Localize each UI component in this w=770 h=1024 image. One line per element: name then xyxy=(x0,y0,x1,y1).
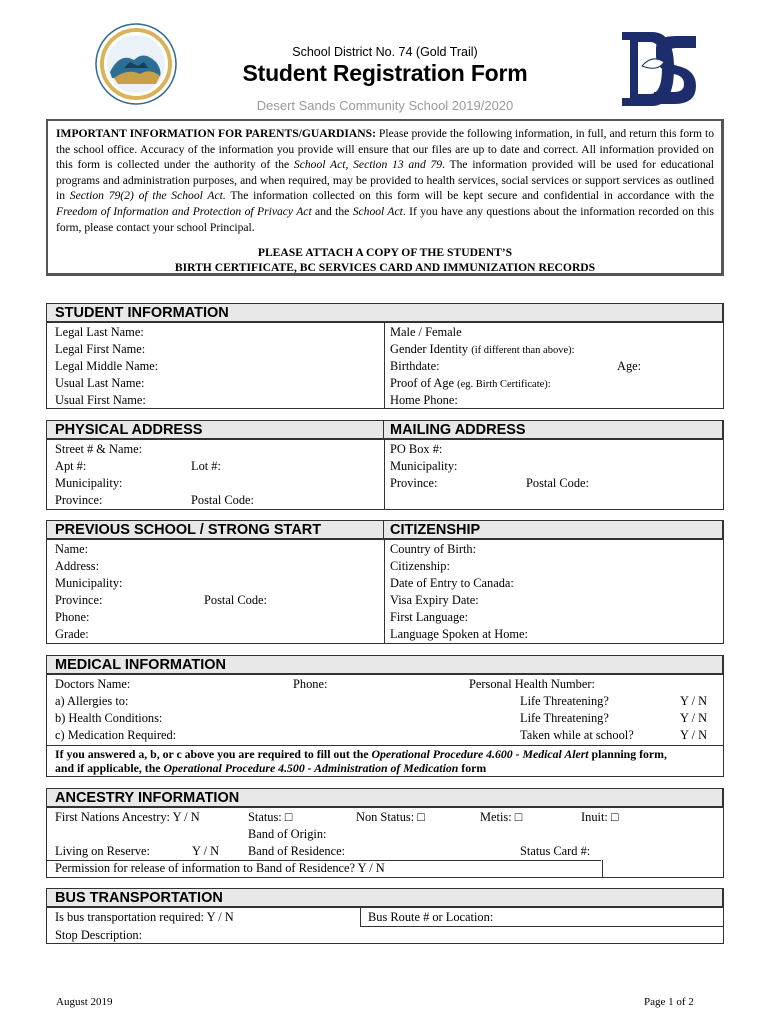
living-on-reserve-label: Living on Reserve: xyxy=(55,844,150,858)
note-b: planning form, xyxy=(588,747,667,761)
living-on-reserve-yn[interactable]: Y / N xyxy=(192,844,220,858)
prev-school-phone-field[interactable]: Phone: xyxy=(55,610,90,624)
prev-school-municipality-field[interactable]: Municipality: xyxy=(55,576,123,590)
lot-field[interactable]: Lot #: xyxy=(191,459,221,473)
health-number-field[interactable]: Personal Health Number: xyxy=(469,677,595,691)
street-field[interactable]: Street # & Name: xyxy=(55,442,143,456)
student-information-section xyxy=(46,303,724,409)
note-proc-4600: Operational Procedure 4.600 - Medical Alert xyxy=(371,747,589,761)
note-a: If you answered a, b, or c above you are required to fill out the xyxy=(55,747,372,761)
previous-school-citizenship-section xyxy=(46,520,724,644)
gender-label: Gender Identity xyxy=(390,342,469,356)
bus-transportation-section xyxy=(46,888,724,944)
legal-last-name-field[interactable]: Legal Last Name: xyxy=(55,325,144,339)
prev-school-grade-field[interactable]: Grade: xyxy=(55,627,89,641)
info-act1: School Act, Section 13 and 79 xyxy=(293,158,443,172)
mailing-municipality-field[interactable]: Municipality: xyxy=(390,459,458,473)
section-header xyxy=(46,420,724,440)
legal-first-name-field[interactable]: Legal First Name: xyxy=(55,342,146,356)
form-title: Student Registration Form xyxy=(242,60,528,86)
physical-postal-field[interactable]: Postal Code: xyxy=(191,493,254,507)
apt-field[interactable]: Apt #: xyxy=(55,459,87,473)
section-title: ANCESTRY INFORMATION xyxy=(55,790,240,806)
usual-last-name-field[interactable]: Usual Last Name: xyxy=(55,376,145,390)
gender-identity-field[interactable] xyxy=(390,341,575,358)
citizenship-title: CITIZENSHIP xyxy=(390,522,481,538)
citizenship-field[interactable]: Citizenship: xyxy=(390,559,450,573)
info-lead: IMPORTANT INFORMATION FOR PARENTS/GUARDIANS: xyxy=(56,127,376,140)
attach-notice xyxy=(56,245,714,275)
info-p3: The information collected on this form will be kept secure and confidential in accordance with the xyxy=(225,189,714,203)
band-of-origin-field[interactable]: Band of Origin: xyxy=(248,827,327,841)
non-status-checkbox[interactable]: Non Status: □ xyxy=(356,810,425,824)
entry-date-field[interactable]: Date of Entry to Canada: xyxy=(390,576,514,590)
gender-note: (if different than above): xyxy=(471,345,575,356)
info-act4: School Act xyxy=(352,204,403,218)
note-c: and if applicable, the xyxy=(55,761,164,775)
birthdate-field[interactable]: Birthdate: xyxy=(390,359,440,373)
mailing-address-title: MAILING ADDRESS xyxy=(390,422,526,438)
doctor-phone-field[interactable]: Phone: xyxy=(293,677,328,691)
section-header xyxy=(46,303,724,323)
legal-middle-name-field[interactable]: Legal Middle Name: xyxy=(55,359,159,373)
country-of-birth-field[interactable]: Country of Birth: xyxy=(390,542,477,556)
section-header xyxy=(46,888,724,908)
health-conditions-field[interactable]: b) Health Conditions: xyxy=(55,711,163,725)
attach-line-1: PLEASE ATTACH A COPY OF THE STUDENT’S xyxy=(257,246,513,260)
info-act2: Section 79(2) of the School Act. xyxy=(69,189,226,203)
section-title: STUDENT INFORMATION xyxy=(55,305,229,321)
note-d: form xyxy=(458,761,487,775)
mailing-province-field[interactable]: Province: xyxy=(390,476,438,490)
district-name: School District No. 74 (Gold Trail) xyxy=(292,45,478,59)
taken-at-school-label: Taken while at school? xyxy=(520,728,634,742)
sex-field[interactable]: Male / Female xyxy=(390,325,462,339)
note-proc-4500: Operational Procedure 4.500 - Administration of Medication xyxy=(163,761,459,775)
bus-required-field[interactable]: Is bus transportation required: Y / N xyxy=(55,910,234,924)
age-field[interactable]: Age: xyxy=(617,359,642,373)
status-checkbox[interactable]: Status: □ xyxy=(248,810,293,824)
usual-first-name-field[interactable]: Usual First Name: xyxy=(55,393,146,407)
page-number: Page 1 of 2 xyxy=(644,996,694,1008)
home-phone-field[interactable]: Home Phone: xyxy=(390,393,458,407)
status-card-field[interactable]: Status Card #: xyxy=(520,844,591,858)
prev-school-postal-field[interactable]: Postal Code: xyxy=(204,593,267,607)
important-info-text xyxy=(56,126,714,235)
prev-school-address-field[interactable]: Address: xyxy=(55,559,100,573)
section-header xyxy=(46,788,724,808)
proof-of-age-field[interactable] xyxy=(390,375,551,392)
prev-school-province-field[interactable]: Province: xyxy=(55,593,103,607)
physical-province-field[interactable]: Province: xyxy=(55,493,103,507)
condition-life-threatening-yn[interactable]: Y / N xyxy=(680,711,708,725)
po-box-field[interactable]: PO Box #: xyxy=(390,442,443,456)
info-p2: . The information provided will be used for educational programs and administration purposes, and when required, may be provided to health services, social services or support services as outlined in xyxy=(56,158,715,203)
bus-route-field[interactable]: Bus Route # or Location: xyxy=(368,910,494,924)
doctor-name-field[interactable]: Doctors Name: xyxy=(55,677,131,691)
ancestry-information-section xyxy=(46,788,724,878)
proof-note: (eg. Birth Certificate): xyxy=(457,379,551,390)
metis-checkbox[interactable]: Metis: □ xyxy=(480,810,523,824)
medical-note-line-2 xyxy=(55,760,486,777)
first-language-field[interactable]: First Language: xyxy=(390,610,469,624)
info-p4: and the xyxy=(311,204,353,218)
stop-description-field[interactable]: Stop Description: xyxy=(55,928,143,942)
footer-date: August 2019 xyxy=(56,996,113,1008)
condition-life-threatening-label: Life Threatening? xyxy=(520,711,609,725)
allergies-field[interactable]: a) Allergies to: xyxy=(55,694,129,708)
physical-address-title: PHYSICAL ADDRESS xyxy=(55,422,203,438)
first-nations-ancestry-field[interactable]: First Nations Ancestry: Y / N xyxy=(55,810,200,824)
band-of-residence-field[interactable]: Band of Residence: xyxy=(248,844,346,858)
mailing-postal-field[interactable]: Postal Code: xyxy=(526,476,589,490)
prev-school-name-field[interactable]: Name: xyxy=(55,542,89,556)
proof-label: Proof of Age xyxy=(390,376,455,390)
section-title: BUS TRANSPORTATION xyxy=(55,890,223,906)
section-title: MEDICAL INFORMATION xyxy=(55,657,227,673)
school-logo xyxy=(612,28,702,110)
address-section xyxy=(46,420,724,510)
info-p1: Please provide the following information, in full, and return this form to the school office. Accuracy of the information you provide will ensure that our files are up to date and correct. All information provided on this form is collected under the authority of the xyxy=(56,127,714,172)
inuit-checkbox[interactable]: Inuit: □ xyxy=(581,810,619,824)
taken-at-school-yn[interactable]: Y / N xyxy=(680,728,708,742)
section-header xyxy=(46,520,724,540)
home-language-field[interactable]: Language Spoken at Home: xyxy=(390,627,528,641)
important-info-box xyxy=(46,119,724,276)
allergy-life-threatening-yn[interactable]: Y / N xyxy=(680,694,708,708)
info-p5: . If you have any questions about the information recorded on this form, please contact your school Principal. xyxy=(56,204,714,234)
attach-line-2: BIRTH CERTIFICATE, BC SERVICES CARD AND IMMUNIZATION RECORDS xyxy=(174,261,596,275)
medication-field[interactable]: c) Medication Required: xyxy=(55,728,177,742)
visa-expiry-field[interactable]: Visa Expiry Date: xyxy=(390,593,479,607)
school-name: Desert Sands Community School 2019/2020 xyxy=(256,98,514,113)
permission-release-field[interactable]: Permission for release of information to Band of Residence? Y / N xyxy=(55,861,385,875)
allergy-life-threatening-label: Life Threatening? xyxy=(520,694,609,708)
info-act3: Freedom of Information and Protection of Privacy Act xyxy=(56,204,312,218)
previous-school-title: PREVIOUS SCHOOL / STRONG START xyxy=(55,522,322,538)
medical-information-section xyxy=(46,655,724,777)
physical-municipality-field[interactable]: Municipality: xyxy=(55,476,123,490)
section-header xyxy=(46,655,724,675)
